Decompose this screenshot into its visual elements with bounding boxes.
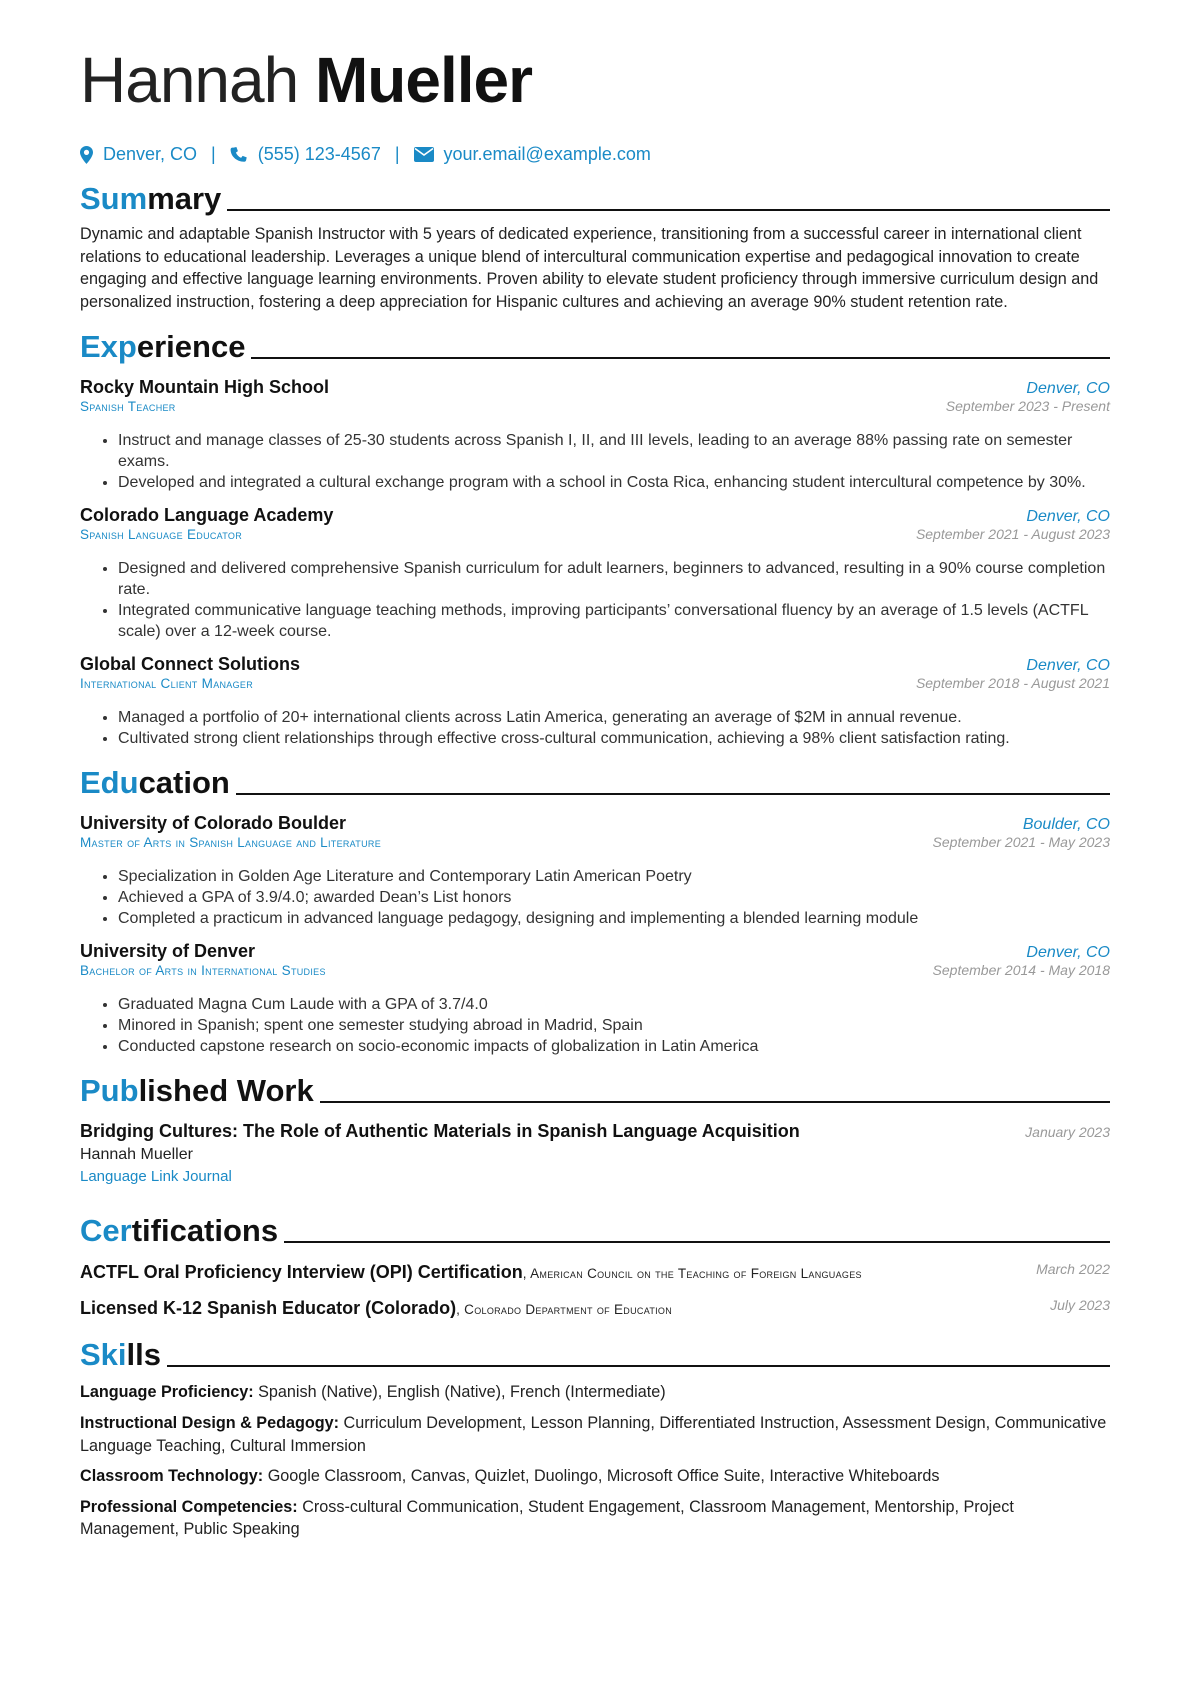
job-title: Spanish Teacher [80,399,176,415]
publication-journal: Language Link Journal [80,1168,232,1186]
bullet-item: • Conducted capstone research on socio-economic impacts of globalization in Latin America [118,1036,1110,1057]
map-pin-icon [80,146,93,164]
experience-entry [80,377,1110,493]
bullet-item: • Managed a portfolio of 20+ international clients across Latin America, generating an average of $2M in annual revenue. [118,707,1110,728]
first-name: Hannah [80,44,299,116]
summary-heading [80,181,1110,217]
section-rule [251,357,1110,359]
entry-location: Denver, CO [1026,508,1110,526]
bullet-item: • Completed a practicum in advanced language pedagogy, designing and implementing a blended learning module [118,908,1110,929]
education-heading [80,765,1110,801]
skill-values: Cross-cultural Communication, Student Engagement, Classroom Management, Mentorship, Project Management, Public Speaking [80,1497,1014,1539]
certification-entry: ACTFL Oral Proficiency Interview (OPI) Certification, American Council on the Teaching of Foreign Languages March 2022 [80,1261,1110,1283]
section-rule [320,1101,1110,1103]
entry-location: Denver, CO [1026,380,1110,398]
last-name: Mueller [314,44,533,116]
bullet-item: • Integrated communicative language teaching methods, improving participants’ conversational fluency by an average of 1.5 levels (ACTFL scale) over a 12-week course. [118,600,1110,642]
employer-name: Colorado Language Academy [80,505,334,526]
section-rule [284,1241,1110,1243]
publication-date: January 2023 [1025,1124,1110,1141]
school-name: University of Denver [80,941,256,962]
section-title: Summary [80,181,222,216]
certification-title: ACTFL Oral Proficiency Interview (OPI) Certification [80,1262,523,1283]
certification-title: Licensed K-12 Spanish Educator (Colorado) [80,1298,457,1319]
skill-values: Curriculum Development, Lesson Planning, Differentiated Instruction, Assessment Design, Communicative Language Teaching, Cultural Immersion [80,1413,1107,1455]
experience-entry [80,505,1110,642]
candidate-name [80,40,1110,120]
section-title: Certifications [80,1213,279,1249]
section-rule [167,1365,1110,1367]
skill-line [80,1412,1110,1457]
education-entry [80,813,1110,929]
entry-dates: September 2021 - August 2023 [915,526,1110,543]
job-title: Spanish Language Educator [80,527,243,543]
skill-category: Professional Competencies: [80,1497,298,1516]
bullet-list [80,430,1110,493]
employer-name: Rocky Mountain High School [80,377,330,398]
location-text: Denver, CO [103,144,198,164]
contact-bar [80,144,1110,165]
school-name: University of Colorado Boulder [80,813,347,834]
certifications-heading [80,1213,1110,1249]
skill-category: Instructional Design & Pedagogy: [80,1413,340,1432]
experience-heading [80,329,1110,365]
entry-dates: September 2023 - Present [945,398,1110,415]
entry-location: Denver, CO [1026,944,1110,962]
bullet-item: • Developed and integrated a cultural exchange program with a school in Costa Rica, enhancing student intercultural competence by 30%. [118,472,1110,493]
envelope-icon [414,147,434,162]
section-title: Skills [80,1337,161,1373]
certification-issuer: Colorado Department of Education [464,1302,673,1318]
skills-heading [80,1337,1110,1373]
bullet-item: • Specialization in Golden Age Literature and Contemporary Latin American Poetry [118,866,1110,887]
bullet-item: • Minored in Spanish; spent one semester studying abroad in Madrid, Spain [118,1015,1110,1036]
skill-line [80,1496,1110,1541]
certification-entry: Licensed K-12 Spanish Educator (Colorado), Colorado Department of Education July 2023 [80,1297,1110,1319]
skill-values: Spanish (Native), English (Native), French (Intermediate) [258,1383,666,1402]
publication-title: Bridging Cultures: The Role of Authentic Materials in Spanish Language Acquisition [80,1121,800,1142]
bullet-item: • Designed and delivered comprehensive Spanish curriculum for adult learners, beginners to advanced, resulting in a 90% course completion rate. [118,558,1110,600]
section-rule [227,209,1110,211]
publication-entry [80,1121,1110,1185]
contact-separator: | [211,144,216,164]
phone-icon [230,146,248,164]
entry-dates: September 2018 - August 2021 [915,675,1110,692]
bullet-list [80,707,1110,749]
contact-email[interactable] [414,144,651,165]
section-title: Experience [80,329,246,365]
degree-title: Master of Arts in Spanish Language and Literature [80,835,382,851]
skill-values: Google Classroom, Canvas, Quizlet, Duolingo, Microsoft Office Suite, Interactive Whiteboards [267,1467,940,1486]
bullet-item: • Graduated Magna Cum Laude with a GPA of 3.7/4.0 [118,994,1110,1015]
contact-phone[interactable] [230,144,381,165]
bullet-item: • Instruct and manage classes of 25-30 students across Spanish I, II, and III levels, leading to an average 88% passing rate on semester exams. [118,430,1110,472]
email-link[interactable]: your.email@example.com [443,144,651,164]
skill-category: Classroom Technology: [80,1467,264,1486]
bullet-item: • Cultivated strong client relationships through effective cross-cultural communication, achieving a 98% client satisfaction rating. [118,728,1110,749]
skill-line [80,1381,1110,1404]
entry-dates: September 2021 - May 2023 [932,834,1110,851]
skill-line [80,1465,1110,1488]
employer-name: Global Connect Solutions [80,654,300,675]
entry-location: Boulder, CO [1022,816,1110,834]
phone-text: (555) 123-4567 [257,144,381,164]
section-title: Education [80,765,230,801]
skill-category: Language Proficiency: [80,1383,254,1402]
section-rule [236,793,1110,795]
certification-date: March 2022 [1036,1261,1110,1278]
bullet-list [80,994,1110,1057]
education-entry [80,941,1110,1057]
certification-issuer: American Council on the Teaching of Foreign Languages [530,1266,862,1282]
certification-date: July 2023 [1050,1297,1110,1314]
bullet-list [80,558,1110,642]
experience-entry [80,654,1110,749]
contact-location [80,144,197,165]
entry-location: Denver, CO [1026,657,1110,675]
contact-separator: | [394,144,400,164]
degree-title: Bachelor of Arts in International Studies [80,963,326,979]
entry-dates: September 2014 - May 2018 [932,962,1110,979]
bullet-list [80,866,1110,929]
bullet-item: • Achieved a GPA of 3.9/4.0; awarded Dean’s List honors [118,887,1110,908]
job-title: International Client Manager [80,676,254,692]
summary-text: Dynamic and adaptable Spanish Instructor with 5 years of dedicated experience, transitioning from a successful career in international client relations to educational leadership. Leverages a unique blend of intercultural communication expertise and pedagogical innovation to create engaging and effective language learning environments. Proven ability to elevate student proficiency through immersive curriculum design and personalized instruction, fostering a deep appreciation for Hispanic cultures and achieving an average 90% student retention rate. [80,225,1099,311]
section-title: Published Work [80,1073,314,1109]
published-heading [80,1073,1110,1109]
publication-author: Hannah Mueller [80,1146,193,1164]
